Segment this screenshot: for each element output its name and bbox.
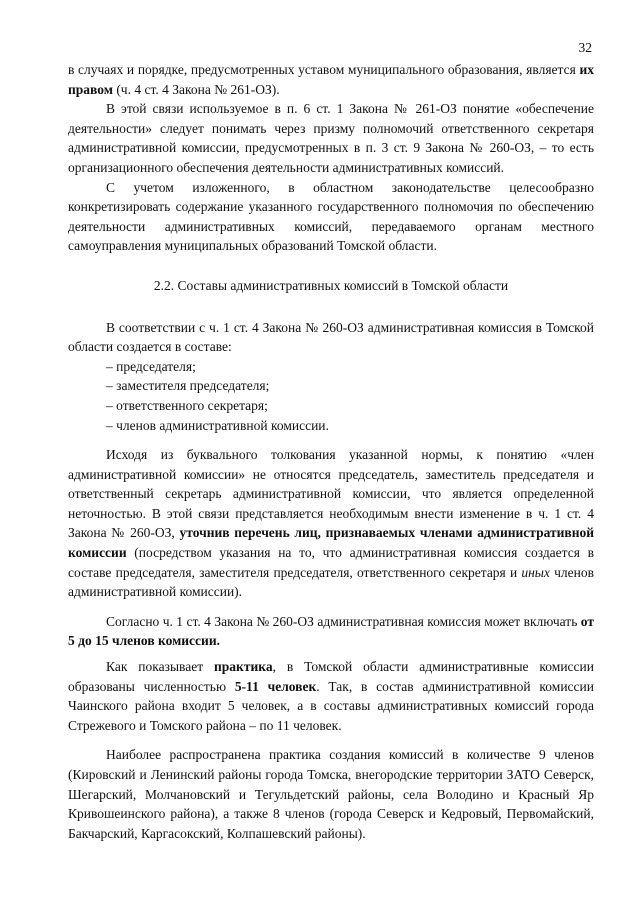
- emphasis-text: практика: [214, 659, 273, 675]
- list-item: – председателя;: [106, 358, 196, 374]
- paragraph-activity-support: В этой связи используемое в п. 6 ст. 1 Закона № 261-ОЗ понятие «обеспечение деятельности» следует понимать через призму полномочий ответственного секретаря административной комиссии, предусмотренных в п. 3 ст. 9 Закона № 260-ОЗ, – то есть организационного обеспечения деятельности административных комиссий.: [68, 101, 594, 175]
- paragraph-text: . Так, в состав административной комиссии Чаинского района входит 5 человек, а в составы административных комиссий города Стрежевого и Томского района – по 11 человек.: [68, 678, 594, 733]
- paragraph-text: Согласно ч. 1 ст. 4 Закона № 260-ОЗ административная комиссия может включать: [106, 613, 581, 629]
- section-title: 2.2. Составы административных комиссий в Томской области: [153, 277, 509, 293]
- paragraph-member-count: [68, 612, 594, 651]
- paragraph-text: (ч. 4 ст. 4 Закона № 261-ОЗ).: [112, 81, 280, 97]
- paragraph-text: Как показывает: [106, 659, 215, 675]
- paragraph-text: , в Томской области административные комиссии образованы численностью: [68, 659, 594, 694]
- paragraph-common-practice: Наиболее распространена практика создания комиссий в количестве 9 членов (Кировский и Ленинский районы города Томска, внегородские территории ЗАТО Северск, Шегарский, Молчановский и Тегульдетский районы, села Володино и Красный Яр Кривошеинского района), а также 8 членов (города Северск и Кедровый, Первомайский, Бакчарский, Каргасокский, Колпашевский районы).: [68, 747, 594, 841]
- emphasis-text: их правом: [68, 62, 594, 97]
- paragraph-text: в случаях и порядке, предусмотренных уставом муниципального образования, является: [68, 62, 580, 77]
- paragraph-practice: [68, 657, 594, 735]
- paragraph-text: Исходя из буквального толкования указанной нормы, к понятию «член административной комиссии» не относятся председатель, заместитель председателя и ответственный секретарь административной комиссии, что является определенной неточностью. В этой связи представляется необходимым внести изменение в ч. 1 ст. 4 Закона № 260-ОЗ,: [68, 447, 594, 541]
- list-item: – членов административной комиссии.: [106, 417, 329, 433]
- paragraph-interpretation: [68, 445, 594, 602]
- italic-text: иных: [521, 564, 550, 580]
- paragraph-text: (посредством указания на то, что административная комиссия создается в составе председателя, заместителя председателя, ответственного секретаря и: [68, 545, 594, 580]
- emphasis-text: от 5 до 15 членов комиссии.: [68, 613, 594, 649]
- list-item: – заместителя председателя;: [106, 378, 270, 394]
- list-item: – ответственного секретаря;: [106, 397, 268, 413]
- page-content: [68, 60, 594, 843]
- emphasis-text: уточнив перечень лиц, признаваемых членами административной комиссии: [68, 525, 595, 561]
- paragraph-text: членов административной комиссии).: [68, 564, 594, 600]
- paragraph-composition: В соответствии с ч. 1 ст. 4 Закона № 260-ОЗ административная комиссия в Томской области создается в составе:: [68, 319, 594, 355]
- page-number: 32: [578, 40, 592, 55]
- emphasis-text: 5-11 человек: [234, 678, 317, 694]
- paragraph-regional-legislation: С учетом изложенного, в областном законодательстве целесообразно конкретизировать содержание указанного государственного полномочия по обеспечению деятельности административных комиссий, передаваемого органам местного самоуправления муниципальных образований Томской области.: [68, 179, 594, 254]
- paragraph-continuation: [68, 60, 594, 99]
